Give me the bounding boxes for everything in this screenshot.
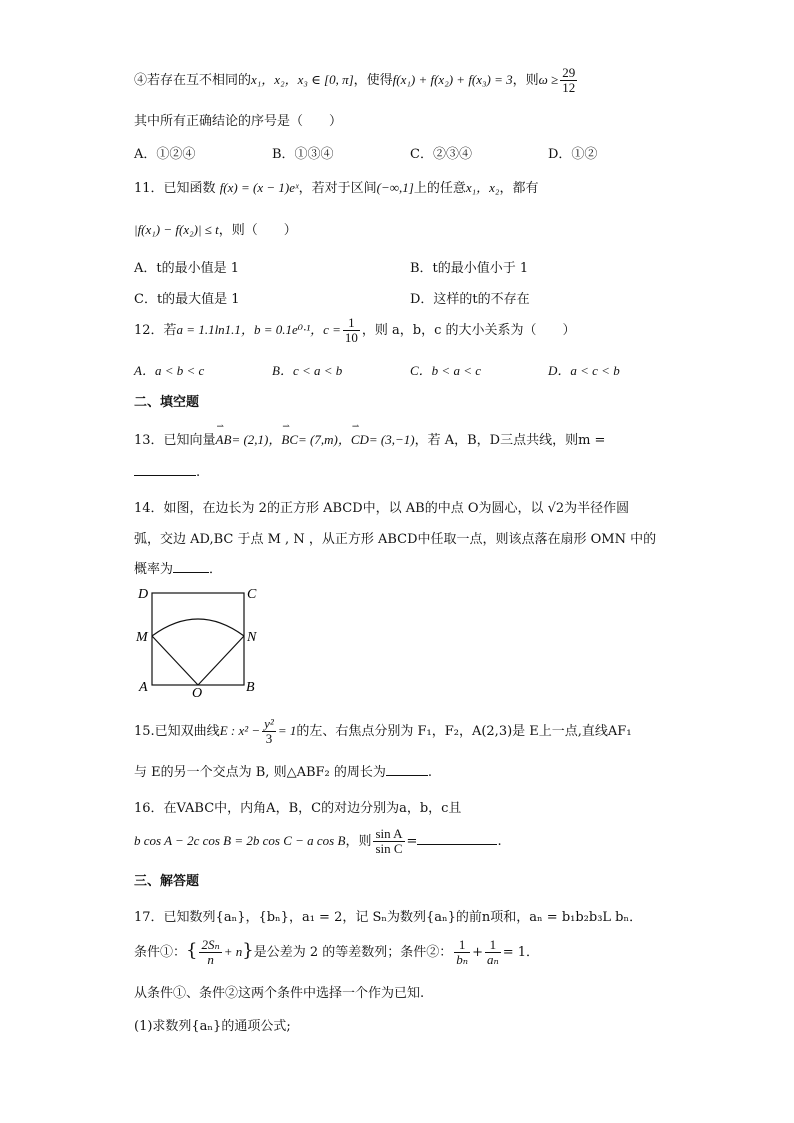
q17-conditions: 条件①：{ $\frac{\text{2Sₙ}}{n}$ + n}是公差为 2 的等差数列；条件②： $\frac{1}{\text{bₙ}}$ + $\frac{1}{\text{aₙ}}$ = 1． — [134, 937, 540, 967]
q10-item4-prefix: ④若存在互不相同的 — [134, 73, 252, 88]
q10-frac-num: 29 — [562, 65, 576, 80]
q17-cond1-tail: 是公差为 2 的等差数列；条件②： — [253, 945, 453, 960]
q12-option-c: C．b < a < c — [410, 363, 481, 378]
q15-fraction — [262, 717, 276, 746]
label-o: O — [192, 686, 203, 698]
vector-cd-value: = (3,−1) — [368, 432, 415, 447]
q11-interval: (−∞,1] — [376, 180, 414, 195]
q11-line2 — [134, 219, 297, 238]
q15-line2 — [134, 761, 432, 780]
q12-line — [134, 316, 576, 345]
q16-frac-num: sin A — [375, 826, 403, 841]
q10-option-c: C．②③④ — [410, 147, 472, 162]
q13-line — [134, 429, 605, 448]
q14-line1: 14．如图，在边长为 2的正方形 ABCD中，以 AB的中点 O为圆心，以 √2为半径作圆 — [134, 501, 630, 516]
q16-line2 — [134, 827, 502, 856]
section-solution-title: 三、解答题 — [134, 874, 200, 889]
q11-tail: ，则（ ） — [218, 223, 297, 238]
q17-cond2-f2-num: 1 — [485, 938, 501, 953]
q15-frac-den: 3 — [265, 731, 273, 746]
q12-option-b: B．c < a < b — [272, 363, 343, 378]
q13-answer-blank[interactable] — [134, 463, 196, 476]
q12-option-a: A．a < b < c — [134, 363, 205, 378]
q11-mid2: 上的任意 — [413, 181, 466, 196]
q14-line3-text: 概率为 — [134, 562, 174, 577]
label-n: N — [247, 630, 257, 645]
q12-a: a = 1.1ln1.1 — [176, 322, 241, 337]
q16-frac-den: sin C — [375, 841, 403, 856]
q13-end: . — [196, 465, 201, 480]
q17-cond2-f1-den: bₙ — [456, 952, 469, 967]
q17-cond1-prefix: 条件①： — [134, 945, 187, 960]
q17-cond1-num: 2Sₙ — [201, 937, 220, 952]
q10-item4-omega: ω ≥ — [538, 72, 559, 87]
vector-ab-value: = (2,1)， — [231, 432, 282, 447]
q15-eq-b: = 1 — [277, 723, 297, 738]
q15-eq-a: E : x² − — [219, 723, 261, 738]
q13-answer-line — [134, 463, 200, 480]
q15-frac-num: y² — [264, 716, 274, 731]
q17-cond2-f1-num: 1 — [454, 938, 470, 953]
q11-prefix: 11．已知函数 — [134, 181, 216, 196]
q17-cond1-den: n — [207, 952, 214, 967]
q14-end: ． — [209, 562, 223, 577]
q11-option-b: B．t的最小值小于 1 — [410, 261, 529, 276]
q10-item4-then: ，则 — [512, 73, 539, 88]
q11-vars: x₁，x₂ — [465, 180, 500, 195]
q11-mid3: ，都有 — [499, 181, 539, 196]
q10-frac-den: 12 — [562, 80, 576, 95]
q17-cond2-fraction1 — [454, 938, 470, 967]
q10-item4-mid: ，使得 — [353, 73, 393, 88]
q12-option-d: D．a < c < b — [548, 363, 620, 378]
q14-line2: 弧，交边 AD,BC 于点 M , N ，从正方形 ABCD中任取一点，则该点落在扇形 OMN 中的 — [134, 532, 657, 547]
q15-line1 — [134, 717, 632, 746]
q17-cond2-tail: = 1． — [502, 945, 540, 960]
vector-bc: ⇀ BC — [281, 432, 298, 447]
q17-cond2-plus: + — [472, 945, 483, 960]
q11-line1 — [134, 177, 538, 196]
q13-tail: ，若 A，B，D三点共线，则m = — [414, 433, 606, 448]
q12-c: ，c = — [310, 322, 341, 337]
q17-cond1-fraction — [199, 938, 221, 967]
q17-line1: 17．已知数列{aₙ}，{bₙ}，a₁ = 2，记 Sₙ为数列{aₙ}的前n项和，aₙ = b₁b₂b₃L bₙ． — [134, 910, 643, 925]
q10-option-b: B．①③④ — [272, 147, 334, 162]
q17-cond1-plus: + n — [223, 944, 243, 959]
q11-mid1: ，若对于区间 — [298, 181, 377, 196]
label-a: A — [139, 680, 148, 695]
label-m: M — [136, 630, 148, 645]
q12-prefix: 12．若 — [134, 323, 177, 338]
q17-cond2-f2-den: aₙ — [486, 952, 499, 967]
q10-item4-eq: f(x₁) + f(x₂) + f(x₃) = 3 — [392, 72, 513, 87]
q11-option-a: A．t的最小值是 1 — [134, 261, 240, 276]
q12-frac-den: 10 — [344, 330, 358, 345]
q17-line3: 从条件①、条件②这两个条件中选择一个作为已知. — [134, 986, 425, 1001]
q16-expr: b cos A − 2c cos B = 2b cos C − a cos B — [134, 833, 346, 848]
q10-item4-vars: x₁，x₂，x₃ ∈ [0, π] — [251, 72, 354, 87]
sector-arc-mn — [152, 619, 244, 636]
square-sector-figure — [134, 583, 264, 698]
q13-prefix: 13．已知向量 — [134, 433, 216, 448]
q11-func: f(x) = (x − 1)eˣ — [219, 180, 299, 195]
q11-option-c: C．t的最大值是 1 — [134, 292, 240, 307]
q16-answer-blank[interactable] — [417, 832, 497, 845]
q15-answer-blank[interactable] — [386, 763, 428, 776]
q16-fraction — [373, 827, 404, 856]
radius-on — [198, 636, 244, 685]
q17-cond2-fraction2 — [485, 938, 501, 967]
q14-line3 — [134, 558, 222, 577]
q16-mid: ，则 — [345, 834, 372, 849]
vector-cd: ⇀ CD — [351, 432, 369, 447]
vector-bc-value: = (7,m)， — [298, 432, 351, 447]
q11-option-d: D．这样的t的不存在 — [410, 292, 530, 307]
q15-tail: 的左、右焦点分别为 F₁，F₂，A(2,3)是 E上一点,直线AF₁ — [296, 724, 632, 739]
q15-prefix: 15.已知双曲线 — [134, 724, 220, 739]
vector-ab: ⇀ AB — [216, 432, 232, 447]
q15-end: . — [427, 765, 433, 780]
q10-question: 其中所有正确结论的序号是（ ） — [134, 114, 343, 129]
radius-om — [152, 636, 198, 685]
q10-item4-fraction — [560, 66, 577, 95]
q12-frac-num: 1 — [343, 316, 360, 331]
q12-fraction — [343, 316, 360, 345]
label-c: C — [247, 587, 257, 602]
q12-tail: ，则 a，b，c 的大小关系为（ ） — [361, 323, 576, 338]
q16-line1: 16．在VABC中，内角A，B，C的对边分别为a，b，c且 — [134, 801, 462, 816]
q10-option-d: D．①② — [548, 147, 598, 162]
q14-answer-blank[interactable] — [173, 560, 209, 573]
q17-part1: (1)求数列{aₙ}的通项公式; — [134, 1019, 291, 1034]
q16-eq: = — [406, 834, 418, 849]
q16-end: . — [497, 834, 502, 849]
q11-inequality: |f(x₁) − f(x₂)| ≤ t — [134, 222, 219, 237]
label-b: B — [246, 680, 255, 695]
q12-b: ，b = 0.1e⁰·¹ — [240, 322, 311, 337]
q10-option-a: A．①②④ — [134, 147, 196, 162]
q10-item4 — [134, 66, 579, 95]
square-abcd — [152, 593, 244, 685]
label-d: D — [138, 587, 149, 602]
section-fill-in-title: 二、填空题 — [134, 395, 200, 410]
q15-line2-text: 与 E的另一个交点为 B, 则△ABF₂ 的周长为 — [134, 765, 386, 780]
